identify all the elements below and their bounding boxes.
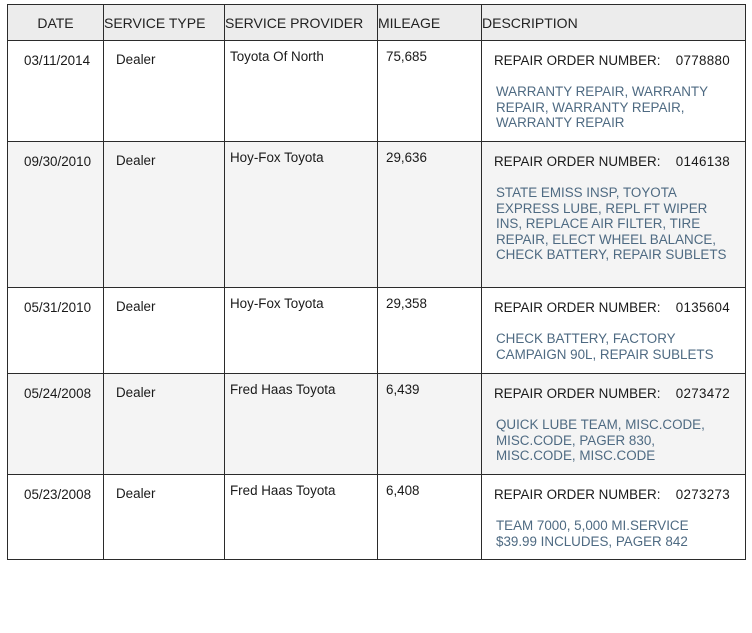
repair-order-number: 0778880 bbox=[675, 53, 730, 68]
row-description bbox=[482, 288, 746, 374]
row-description bbox=[482, 475, 746, 560]
row-date: 03/11/2014 bbox=[8, 41, 104, 142]
row-description bbox=[482, 41, 746, 142]
service-items: WARRANTY REPAIR, WARRANTY REPAIR, WARRANTY REPAIR, WARRANTY REPAIR bbox=[496, 84, 708, 130]
header-service-type: SERVICE TYPE bbox=[104, 5, 225, 41]
row-service-type: Dealer bbox=[104, 142, 225, 288]
header-date: DATE bbox=[8, 5, 104, 41]
row-description bbox=[482, 142, 746, 288]
row-service-type: Dealer bbox=[104, 374, 225, 475]
table-row bbox=[8, 288, 746, 374]
repair-order-label: REPAIR ORDER NUMBER: bbox=[494, 487, 661, 502]
repair-order-number: 0135604 bbox=[675, 300, 730, 315]
header-mileage: MILEAGE bbox=[378, 5, 482, 41]
repair-order-line bbox=[494, 386, 745, 401]
row-date: 05/31/2010 bbox=[8, 288, 104, 374]
service-items: QUICK LUBE TEAM, MISC.CODE, MISC.CODE, PAGER 830, MISC.CODE, MISC.CODE bbox=[496, 417, 705, 463]
row-date: 05/23/2008 bbox=[8, 475, 104, 560]
row-service-type: Dealer bbox=[104, 288, 225, 374]
row-mileage: 6,408 bbox=[378, 475, 482, 560]
row-provider: Hoy-Fox Toyota bbox=[225, 142, 378, 288]
service-history-table bbox=[7, 4, 746, 560]
row-date: 09/30/2010 bbox=[8, 142, 104, 288]
repair-order-label: REPAIR ORDER NUMBER: bbox=[494, 300, 661, 315]
row-service-type: Dealer bbox=[104, 475, 225, 560]
repair-order-label: REPAIR ORDER NUMBER: bbox=[494, 53, 661, 68]
row-service-type: Dealer bbox=[104, 41, 225, 142]
row-date: 05/24/2008 bbox=[8, 374, 104, 475]
row-mileage: 6,439 bbox=[378, 374, 482, 475]
table-row bbox=[8, 374, 746, 475]
repair-order-number: 0146138 bbox=[675, 154, 730, 169]
repair-order-label: REPAIR ORDER NUMBER: bbox=[494, 386, 661, 401]
header-service-provider: SERVICE PROVIDER bbox=[225, 5, 378, 41]
service-items: CHECK BATTERY, FACTORY CAMPAIGN 90L, REPAIR SUBLETS bbox=[496, 331, 714, 362]
repair-order-number: 0273273 bbox=[675, 487, 730, 502]
service-items: TEAM 7000, 5,000 MI.SERVICE $39.99 INCLUDES, PAGER 842 bbox=[496, 518, 689, 549]
table-row bbox=[8, 142, 746, 288]
row-mileage: 29,358 bbox=[378, 288, 482, 374]
service-items: STATE EMISS INSP, TOYOTA EXPRESS LUBE, REPL FT WIPER INS, REPLACE AIR FILTER, TIRE REPAIR, ELECT WHEEL BALANCE, CHECK BATTERY, REPAIR SUBLETS bbox=[496, 185, 727, 262]
repair-order-label: REPAIR ORDER NUMBER: bbox=[494, 154, 661, 169]
row-mileage: 75,685 bbox=[378, 41, 482, 142]
row-provider: Hoy-Fox Toyota bbox=[225, 288, 378, 374]
header-description: DESCRIPTION bbox=[482, 5, 746, 41]
row-provider: Fred Haas Toyota bbox=[225, 475, 378, 560]
row-provider: Toyota Of North bbox=[225, 41, 378, 142]
repair-order-number: 0273472 bbox=[675, 386, 730, 401]
repair-order-line bbox=[494, 53, 745, 68]
table-row bbox=[8, 475, 746, 560]
table-row bbox=[8, 41, 746, 142]
repair-order-line bbox=[494, 300, 745, 315]
repair-order-line bbox=[494, 487, 745, 502]
repair-order-line bbox=[494, 154, 745, 169]
row-mileage: 29,636 bbox=[378, 142, 482, 288]
row-description bbox=[482, 374, 746, 475]
header-row bbox=[8, 5, 746, 41]
row-provider: Fred Haas Toyota bbox=[225, 374, 378, 475]
